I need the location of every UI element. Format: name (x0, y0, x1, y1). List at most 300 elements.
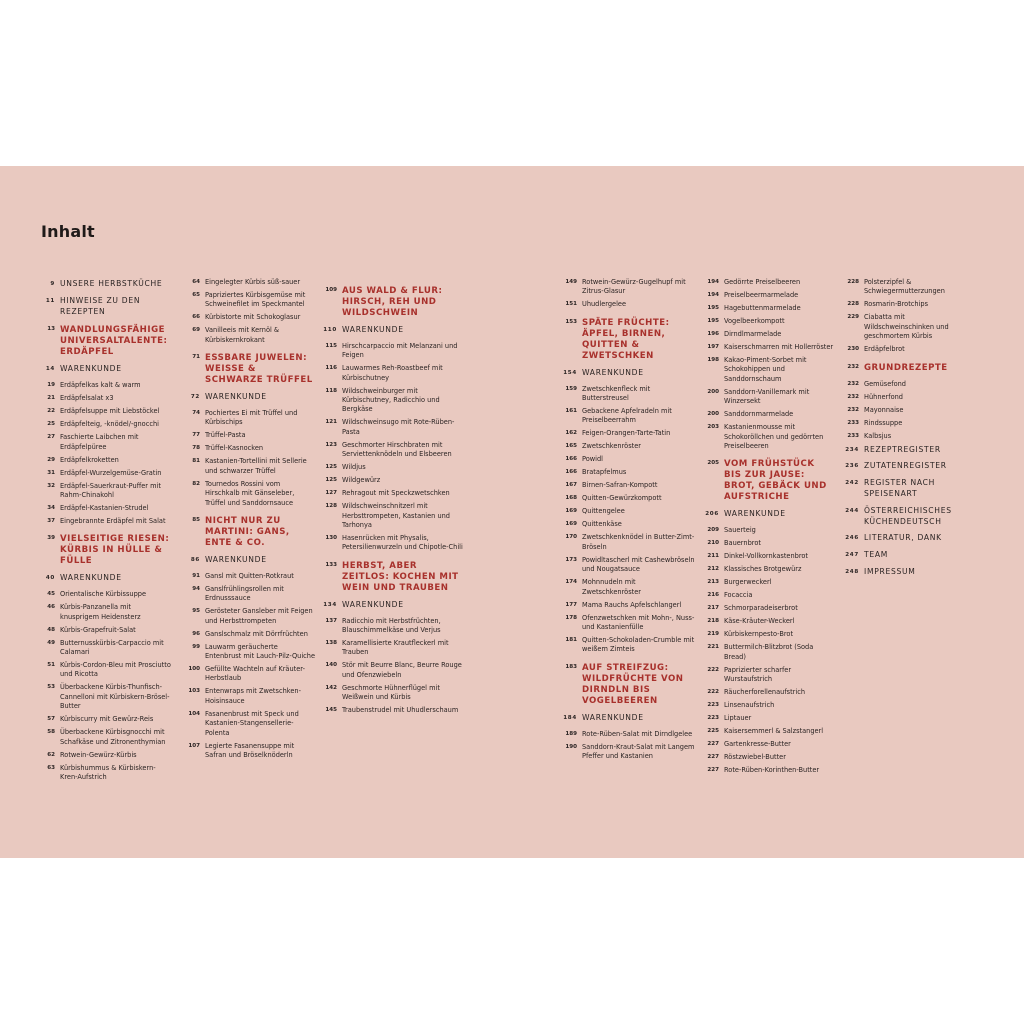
toc-recipe-entry (186, 585, 316, 604)
toc-entry-text: LITERATUR, DANK (864, 533, 942, 543)
toc-chapter-entry (186, 392, 316, 403)
toc-entry-text: Erdäpfelteig, -knödel/-gnocchi (60, 420, 159, 429)
toc-page-number: 212 (707, 566, 719, 573)
toc-page-number: 198 (707, 357, 719, 363)
toc-page-number: 194 (707, 292, 719, 298)
toc-recipe-entry (41, 504, 171, 513)
toc-entry-text: NICHT NUR ZU MARTINI: GANS, ENTE & CO. (205, 516, 290, 549)
toc-entry-text: WARENKUNDE (342, 599, 404, 609)
toc-recipe-entry (705, 688, 835, 697)
toc-page-number: 91 (192, 572, 200, 579)
toc-recipe-entry (186, 278, 316, 287)
toc-page-number: 107 (188, 742, 200, 749)
toc-recipe-entry (186, 457, 316, 476)
toc-recipe-entry (705, 578, 835, 587)
toc-page-number: 137 (325, 617, 337, 624)
toc-entry-text: Sanddorn-Kraut-Salat mit Langem Pfeffer und Kastanien (582, 742, 695, 761)
toc-entry-text: Lauwarm geräucherte Entenbrust mit Lauch-Pilz-Quiche (205, 642, 316, 661)
toc-page-number: 165 (565, 443, 577, 450)
toc-page-number: 125 (325, 464, 337, 471)
toc-recipe-entry (41, 715, 171, 724)
toc-entry-text: Erdäpfelbrot (864, 345, 905, 354)
toc-entry-text: Bratapfelmus (582, 468, 627, 477)
toc-chapter-entry (323, 325, 463, 336)
toc-recipe-entry (845, 313, 975, 341)
toc-page-number: 213 (707, 579, 719, 586)
toc-page-number: 203 (707, 424, 719, 431)
toc-entry-text: Butternusskürbis-Carpaccio mit Calamari (60, 638, 164, 657)
toc-recipe-entry (705, 630, 835, 639)
toc-page-number: 96 (192, 630, 200, 637)
toc-page-number: 9 (50, 281, 55, 287)
toc-entry-text: WARENKUNDE (60, 573, 122, 583)
toc-entry-text: Erdäpfel-Sauerkraut-Puffer mit Rahm-Chinakohl (60, 481, 161, 499)
toc-recipe-entry (186, 480, 316, 508)
toc-entry-text: REGISTER NACH SPEISENART (864, 478, 935, 499)
toc-entry-text: Buttermilch-Blitzbrot (Soda Bread) (724, 643, 814, 661)
toc-recipe-entry (41, 639, 171, 658)
toc-entry-text: Polsterzipfel & Schwiegermutterzungen (864, 278, 945, 296)
toc-recipe-entry (41, 469, 171, 478)
toc-recipe-entry (41, 764, 171, 783)
toc-entry-text: VOM FRÜHSTÜCK BIS ZUR JAUSE: BROT, GEBÄCK UND AUFSTRICHE (724, 459, 827, 503)
toc-entry-text: Kaiserschmarren mit Hollerröster (724, 343, 834, 351)
toc-recipe-entry (41, 661, 171, 680)
toc-recipe-entry (41, 590, 171, 599)
toc-page-number: 62 (47, 751, 55, 758)
toc-entry-text: Wildschweinschnitzerl mit Herbsttrompeten, Kastanien und Tarhonya (342, 502, 450, 530)
toc-page-number: 183 (565, 663, 577, 670)
toc-page-number: 94 (192, 585, 200, 592)
toc-recipe-entry (323, 617, 463, 636)
toc-entry-text: ZUTATENREGISTER (864, 461, 947, 471)
toc-page-number: 209 (707, 527, 719, 534)
toc-page-number: 110 (323, 327, 337, 333)
toc-recipe-entry (845, 393, 975, 402)
toc-entry-text: IMPRESSUM (864, 567, 916, 576)
toc-page-number: 189 (565, 730, 577, 737)
toc-entry-text: Dirndlmarmelade (724, 330, 782, 338)
toc-entry-text: Ganslfrühlingsrollen mit Erdnusssauce (205, 584, 284, 603)
toc-entry-text: Kürbistorte mit Schokoglasur (205, 313, 301, 322)
toc-recipe-entry (705, 388, 835, 407)
toc-page-number: 216 (707, 592, 719, 599)
toc-entry-text: Mayonnaise (864, 405, 904, 414)
toc-recipe-entry (705, 539, 835, 548)
toc-entry-text: Quittenkäse (582, 520, 622, 529)
toc-section-heading (323, 561, 463, 594)
toc-page-number: 95 (192, 608, 200, 615)
toc-page-number: 49 (47, 639, 55, 646)
toc-recipe-entry (705, 766, 835, 775)
toc-chapter-entry (186, 555, 316, 566)
toc-page-number: 121 (325, 419, 337, 426)
toc-page-number: 103 (188, 688, 200, 695)
toc-page-number: 140 (325, 662, 337, 669)
toc-entry-text: VIELSEITIGE RIESEN: KÜRBIS IN HÜLLE & FÜLLE (60, 534, 170, 567)
toc-page-number: 236 (845, 463, 859, 470)
toc-entry-text: Trüffel-Pasta (205, 431, 246, 440)
toc-page-number: 19 (47, 382, 55, 389)
toc-recipe-entry (705, 330, 835, 339)
toc-page-number: 159 (565, 385, 577, 392)
toc-entry-text: Feigen-Orangen-Tarte-Tatin (582, 429, 671, 438)
toc-entry-text: WARENKUNDE (342, 325, 404, 334)
toc-page-number: 221 (707, 644, 719, 651)
toc-recipe-entry (563, 455, 695, 464)
toc-recipe-entry (41, 603, 171, 622)
toc-recipe-entry (563, 468, 695, 477)
toc-section-heading (563, 318, 695, 362)
toc-recipe-entry (563, 578, 695, 597)
toc-page-number: 223 (707, 702, 719, 709)
toc-entry-text: Sanddorn-Vanillemark mit Winzersekt (724, 387, 810, 406)
toc-entry-text: Zwetschkenfleck mit Butterstreusel (582, 384, 651, 403)
toc-page-number: 242 (845, 480, 859, 487)
toc-page-number: 244 (845, 507, 859, 514)
toc-column-1 (41, 278, 171, 786)
toc-entry-text: Kürbiscurry mit Gewürz-Reis (60, 715, 154, 724)
toc-chapter-entry (41, 296, 171, 318)
toc-entry-text: Kürbiskernpesto-Brot (724, 630, 794, 639)
toc-page-number: 153 (565, 318, 577, 325)
toc-page-number: 177 (565, 601, 577, 608)
toc-page-number: 53 (47, 684, 55, 691)
toc-page-number: 206 (705, 511, 719, 518)
toc-entry-text: Faschierte Laibchen mit Erdäpfelpüree (60, 433, 139, 451)
toc-entry-text: Erdäpfelkroketten (60, 455, 119, 464)
toc-recipe-entry (41, 433, 171, 452)
toc-recipe-entry (705, 666, 835, 685)
toc-entry-text: Traubenstrudel mit Uhudlerschaum (342, 706, 459, 715)
toc-entry-text: Gebackene Apfelradeln mit Preiselbeerrahm (582, 407, 672, 425)
toc-page-number: 123 (325, 441, 337, 448)
toc-page-number: 57 (47, 716, 55, 723)
toc-page-number: 66 (192, 314, 200, 321)
toc-recipe-entry (563, 494, 695, 503)
toc-page-number: 71 (192, 354, 200, 361)
toc-page-number: 86 (190, 557, 200, 564)
toc-recipe-entry (186, 630, 316, 639)
toc-page-number: 116 (325, 365, 337, 372)
toc-page-number: 169 (565, 521, 577, 528)
toc-entry-text: Wildjus (342, 463, 366, 472)
toc-page-number: 222 (707, 689, 719, 696)
toc-entry-text: Vogelbeerkompott (724, 317, 785, 325)
toc-page-number: 217 (707, 605, 719, 612)
toc-entry-text: WARENKUNDE (582, 367, 644, 377)
toc-page-number: 85 (192, 517, 200, 524)
toc-column-3 (323, 278, 463, 719)
toc-recipe-entry (563, 429, 695, 438)
toc-page-number: 233 (847, 419, 859, 426)
toc-recipe-entry (186, 313, 316, 322)
toc-entry-text: Focaccia (724, 591, 753, 600)
toc-entry-text: Legierte Fasanensuppe mit Safran und Bröselknöderln (205, 741, 295, 760)
toc-entry-text: Preiselbeermarmelade (724, 291, 799, 299)
toc-entry-text: AUS WALD & FLUR: HIRSCH, REH UND WILDSCHWEIN (342, 286, 443, 318)
toc-entry-text: Powidltascherl mit Cashewbröseln und Nougatsauce (582, 555, 695, 574)
toc-page-number: 51 (47, 662, 55, 669)
toc-entry-text: Burgerweckerl (724, 578, 772, 587)
toc-page-number: 32 (47, 482, 55, 489)
toc-entry-text: Quitten-Schokoladen-Crumble mit weißem Zimteis (582, 636, 695, 654)
toc-recipe-entry (323, 387, 463, 415)
toc-page-number: 190 (565, 743, 577, 750)
toc-entry-text: Eingebrannte Erdäpfel mit Salat (60, 517, 166, 525)
toc-entry-text: Käse-Kräuter-Weckerl (724, 617, 795, 626)
toc-recipe-entry (323, 463, 463, 472)
toc-recipe-entry (705, 740, 835, 749)
toc-page-number: 134 (323, 601, 337, 608)
toc-page-number: 45 (47, 591, 55, 598)
toc-page-number: 229 (847, 314, 859, 321)
toc-entry-text: Hagebuttenmarmelade (724, 304, 801, 312)
toc-page-number: 227 (707, 741, 719, 748)
toc-recipe-entry (845, 300, 975, 309)
toc-recipe-entry (41, 394, 171, 403)
toc-entry-text: Kürbis-Grapefruit-Salat (60, 625, 136, 634)
toc-page-number: 205 (707, 460, 719, 467)
toc-entry-text: Trüffel-Kasnocken (205, 444, 264, 453)
toc-entry-text: Vanilleeis mit Kernöl & Kürbiskernkrokant (205, 326, 280, 344)
toc-recipe-entry (705, 643, 835, 662)
toc-section-heading (186, 516, 316, 549)
toc-entry-text: ESSBARE JUWELEN: WEISSE & SCHWARZE TRÜFFEL (205, 353, 313, 386)
toc-page-number: 200 (707, 388, 719, 395)
toc-recipe-entry (705, 410, 835, 419)
toc-recipe-entry (563, 601, 695, 610)
toc-recipe-entry (705, 278, 835, 287)
toc-page-number: 227 (707, 754, 719, 761)
toc-page-number: 130 (325, 535, 337, 542)
toc-entry-text: Powidl (582, 455, 604, 464)
toc-page-number: 178 (565, 614, 577, 621)
toc-entry-text: Dinkel-Vollkornkastenbrot (724, 552, 809, 561)
toc-recipe-entry (705, 343, 835, 352)
toc-chapter-entry (845, 445, 975, 456)
toc-entry-text: Paprizierter scharfer Wurstaufstrich (724, 665, 792, 684)
toc-page-number: 218 (707, 618, 719, 625)
toc-entry-text: Überbackene Kürbis-Thunfisch-Cannelloni mit Kürbiskern-Brösel-Butter (60, 683, 170, 711)
toc-page-number: 48 (47, 626, 55, 633)
toc-entry-text: Ofenzwetschken mit Mohn-, Nuss- und Kastanienfülle (582, 613, 695, 632)
toc-page-number: 138 (325, 640, 337, 647)
toc-chapter-entry (845, 506, 975, 528)
toc-page-number: 210 (707, 540, 719, 547)
toc-page-number: 195 (707, 305, 719, 311)
toc-recipe-entry (323, 418, 463, 437)
toc-recipe-entry (186, 710, 316, 738)
toc-entry-text: TEAM (864, 550, 888, 560)
toc-entry-text: Erdäpfelsalat x3 (60, 394, 114, 403)
toc-page-number: 195 (707, 318, 719, 324)
toc-page-number: 196 (707, 331, 719, 337)
toc-page-number: 11 (45, 297, 55, 304)
toc-recipe-entry (705, 604, 835, 613)
toc-page-number: 27 (47, 434, 55, 441)
toc-page-number: 128 (325, 503, 337, 510)
toc-entry-text: Fasanenbrust mit Speck und Kastanien-Stangensellerie-Polenta (205, 709, 299, 737)
toc-entry-text: Erdäpfelkas kalt & warm (60, 381, 141, 390)
toc-entry-text: Pochiertes Ei mit Trüffel und Kürbischips (205, 409, 298, 427)
toc-entry-text: Rehragout mit Speckzwetschken (342, 489, 450, 498)
toc-page-number: 109 (325, 287, 337, 293)
toc-page-number: 170 (565, 534, 577, 541)
toc-page-number: 232 (847, 363, 859, 370)
toc-entry-text: Rotwein-Gewürz-Kürbis (60, 750, 137, 759)
toc-page-number: 104 (188, 710, 200, 717)
toc-column-4 (563, 278, 695, 765)
toc-page-number: 227 (707, 767, 719, 774)
toc-recipe-entry (563, 614, 695, 633)
toc-page-number: 25 (47, 421, 55, 428)
toc-page-number: 115 (325, 342, 337, 349)
toc-entry-text: Papriziertes Kürbisgemüse mit Schweinefilet im Speckmantel (205, 291, 306, 309)
toc-page-number: 149 (565, 279, 577, 285)
toc-entry-text: WARENKUNDE (60, 364, 122, 374)
toc-entry-text: Orientalische Kürbissuppe (60, 590, 147, 599)
toc-recipe-entry (41, 420, 171, 429)
toc-recipe-entry (705, 565, 835, 574)
toc-entry-text: Geschmorte Hühnerflügel mit Weißwein und Kürbis (342, 683, 440, 702)
toc-entry-text: Schmorparadeiserbrot (724, 604, 798, 613)
toc-recipe-entry (705, 727, 835, 736)
toc-recipe-entry (705, 317, 835, 326)
toc-entry-text: Tournedos Rossini vom Hirschkalb mit Gänseleber, Trüffel und Sanddornsauce (205, 479, 295, 507)
toc-chapter-entry (845, 478, 975, 500)
toc-recipe-entry (186, 409, 316, 428)
toc-recipe-entry (563, 636, 695, 655)
toc-entry-text: Gartenkresse-Butter (724, 740, 791, 749)
toc-recipe-entry (186, 444, 316, 453)
toc-page-number: 173 (565, 556, 577, 563)
toc-entry-text: AUF STREIFZUG: WILDFRÜCHTE VON DIRNDLN BIS VOGELBEEREN (582, 662, 684, 706)
toc-recipe-entry (705, 304, 835, 313)
toc-entry-text: Rote-Rüben-Salat mit Dirndlgelee (582, 729, 693, 738)
toc-recipe-entry (186, 291, 316, 310)
toc-entry-text: Kakao-Piment-Sorbet mit Schokohippen und Sanddornschaum (724, 356, 807, 383)
toc-recipe-entry (845, 278, 975, 297)
toc-page-number: 234 (845, 446, 859, 453)
toc-entry-text: Lauwarmes Reh-Roastbeef mit Kürbischutney (342, 364, 443, 382)
toc-entry-text: HINWEISE ZU DEN REZEPTEN (60, 295, 141, 316)
toc-recipe-entry (323, 342, 463, 361)
toc-page-number: 154 (563, 369, 577, 376)
toc-recipe-entry (323, 684, 463, 703)
toc-entry-text: Rosmarin-Brotchips (864, 300, 929, 309)
toc-page-number: 39 (47, 535, 55, 542)
toc-recipe-entry (41, 482, 171, 501)
toc-page-number: 223 (707, 715, 719, 722)
toc-chapter-entry (323, 600, 463, 611)
toc-entry-text: Kürbis-Cordon-Bleu mit Prosciutto und Ricotta (60, 661, 171, 679)
toc-page-number: 162 (565, 430, 577, 437)
toc-chapter-entry (563, 713, 695, 724)
toc-entry-text: Uhudlergelee (582, 300, 627, 309)
toc-entry-text: Gefüllte Wachteln auf Kräuter-Herbstlaub (205, 665, 305, 683)
toc-column-5 (705, 278, 835, 779)
toc-entry-text: WARENKUNDE (205, 392, 267, 402)
toc-entry-text: GRUNDREZEPTE (864, 362, 948, 373)
toc-chapter-entry (845, 550, 975, 561)
toc-entry-text: Sauerteig (724, 526, 756, 535)
toc-entry-text: Ciabatta mit Wildschweinschinken und geschmortem Kürbis (864, 313, 949, 341)
toc-chapter-entry (563, 368, 695, 379)
toc-recipe-entry (323, 489, 463, 498)
toc-page-number: 181 (565, 637, 577, 644)
toc-page-number: 151 (565, 301, 577, 308)
toc-recipe-entry (186, 572, 316, 581)
toc-recipe-entry (563, 520, 695, 529)
toc-entry-text: Stör mit Beurre Blanc, Beurre Rouge und Ofenzwiebeln (342, 661, 462, 679)
toc-entry-text: Zwetschkenknödel in Butter-Zimt-Bröseln (582, 533, 695, 551)
toc-recipe-entry (705, 423, 835, 451)
toc-entry-text: Kürbishummus & Kürbiskern-Kren-Aufstrich (60, 763, 156, 782)
toc-entry-text: Erdäpfel-Kastanien-Strudel (60, 504, 149, 512)
toc-page-number: 69 (192, 327, 200, 334)
toc-recipe-entry (845, 345, 975, 354)
toc-entry-text: Quittengelee (582, 507, 625, 516)
toc-recipe-entry (845, 432, 975, 441)
toc-entry-text: Eingelegter Kürbis süß-sauer (205, 278, 301, 286)
toc-page-number: 100 (188, 666, 200, 673)
toc-recipe-entry (186, 687, 316, 706)
toc-entry-text: UNSERE HERBSTKÜCHE (60, 279, 163, 288)
toc-recipe-entry (563, 730, 695, 739)
toc-page-number: 81 (192, 458, 200, 465)
toc-entry-text: Linsenaufstrich (724, 701, 775, 710)
toc-column-6 (845, 278, 975, 584)
toc-page-number: 13 (47, 326, 55, 333)
toc-entry-text: Rotwein-Gewürz-Gugelhupf mit Zitrus-Glasur (582, 278, 686, 296)
toc-page-number: 248 (845, 569, 859, 575)
toc-entry-text: Gemüsefond (864, 379, 906, 388)
toc-page-number: 167 (565, 482, 577, 489)
toc-entry-text: Gansl mit Quitten-Rotkraut (205, 571, 294, 580)
toc-page-number: 145 (325, 707, 337, 714)
toc-entry-text: Röstzwiebel-Butter (724, 753, 786, 762)
toc-page-number: 230 (847, 346, 859, 353)
toc-recipe-entry (563, 385, 695, 404)
toc-page-number: 211 (707, 553, 719, 560)
toc-page-number: 166 (565, 456, 577, 463)
toc-page-number: 169 (565, 508, 577, 515)
toc-recipe-entry (323, 706, 463, 715)
toc-recipe-entry (186, 326, 316, 345)
toc-entry-text: ÖSTERREICHISCHES KÜCHENDEUTSCH (864, 505, 952, 526)
toc-page-number: 63 (47, 764, 55, 771)
toc-entry-text: WARENKUNDE (724, 509, 786, 519)
toc-entry-text: Gedörrte Preiselbeeren (724, 278, 801, 286)
toc-entry-text: Wildgewürz (342, 476, 381, 485)
toc-page-number: 40 (45, 575, 55, 582)
toc-section-heading (705, 459, 835, 503)
toc-page-number: 247 (845, 552, 859, 559)
toc-entry-text: REZEPTREGISTER (864, 444, 941, 454)
toc-page-number: 78 (192, 445, 200, 452)
toc-recipe-entry (705, 526, 835, 535)
toc-recipe-entry (705, 356, 835, 384)
toc-recipe-entry (186, 742, 316, 761)
toc-entry-text: Überbackene Kürbisgnocchi mit Schafkäse und Zitronenthymian (60, 728, 166, 746)
toc-recipe-entry (323, 534, 463, 553)
toc-entry-text: Kürbis-Panzanella mit knusprigem Heidensterz (60, 603, 141, 621)
toc-entry-text: Hühnerfond (864, 392, 903, 401)
toc-entry-text: Kastanienmousse mit Schokoröllchen und gedörrten Preiselbeeren (724, 423, 824, 451)
toc-page-number: 99 (192, 643, 200, 650)
toc-entry-text: Erdäpfelsuppe mit Liebstöckel (60, 407, 160, 416)
